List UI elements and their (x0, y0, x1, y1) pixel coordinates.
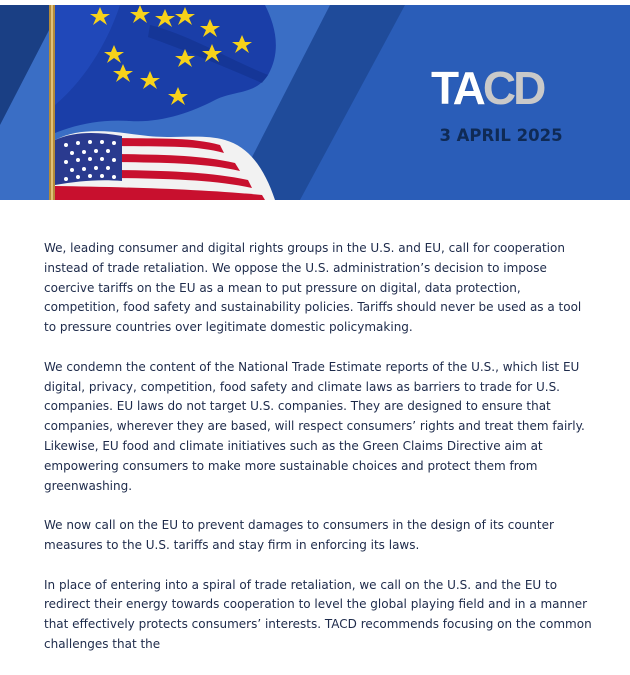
publication-date: 3 APRIL 2025 (439, 126, 563, 145)
paragraph-2: We condemn the content of the National Trade Estimate reports of the U.S., which list EU digital, privacy, competition, food safety and climate laws as barriers to trade for U.S. companies. EU laws do not target U.S. companies. They are designed to ensure that companies, wherever they are based, will respect consumers’ rights and treat them fairly. Likewise, EU food and climate initiatives such as the Green Claims Directive aim at empowering consumers to make more sustainable choices and protect them from greenwashing. (44, 359, 585, 493)
logo-text-ta: TA (431, 62, 483, 114)
paragraph-3: We now call on the EU to prevent damages to consumers in the design of its counter measures to the U.S. tariffs and stay firm in enforcing its laws. (44, 518, 554, 552)
header-banner (0, 5, 630, 200)
statement-body (44, 239, 594, 675)
paragraph-1: We, leading consumer and digital rights groups in the U.S. and EU, call for cooperation instead of trade retaliation. We oppose the U.S. administration’s decision to impose coercive tariffs on the EU as a mean to put pressure on digital, data protection, competition, food safety and sustainability policies. Tariffs should never be used as a tool to pressure countries over legitimate domestic policymaking. (44, 241, 582, 335)
tacd-logo (431, 62, 571, 114)
paragraph-4: In place of entering into a spiral of trade retaliation, we call on the U.S. and the EU to redirect their energy towards cooperation to level the global playing field and in a manner that effectively protects consumers’ interests. TACD recommends focusing on the common challenges that the (44, 577, 592, 651)
logo-text-cd: CD (482, 62, 544, 114)
